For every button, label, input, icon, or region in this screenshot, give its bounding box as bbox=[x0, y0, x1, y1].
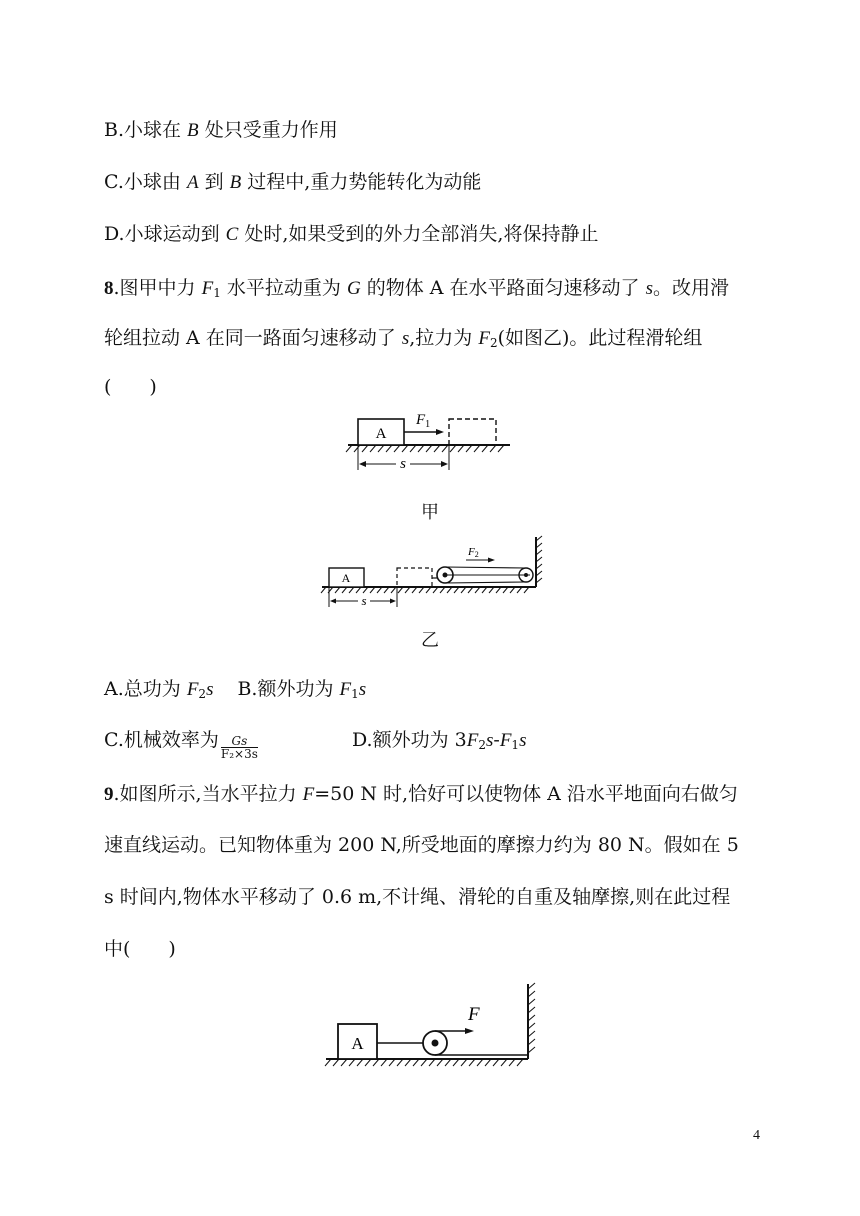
q8-figure-jia bbox=[340, 408, 520, 478]
q7-option-c-var-b: B bbox=[229, 172, 242, 193]
q8-yi-distance-label: s bbox=[361, 593, 367, 608]
q8-option-a: A.总功为 bbox=[104, 678, 187, 700]
q9-arrow-icon bbox=[465, 1028, 474, 1034]
q9-var-f: F bbox=[302, 784, 315, 805]
q7-option-c-text: C.小球由 bbox=[104, 171, 187, 193]
q8-figure-jia-caption: 甲 bbox=[421, 502, 439, 523]
q9-stem-line2: 速直线运动。已知物体重为 200 N,所受地面的摩擦力约为 80 N。假如在 5 bbox=[104, 834, 739, 856]
q8-var-s: s bbox=[645, 278, 653, 299]
q8-answer-blank: ( ) bbox=[104, 376, 157, 398]
q8-var-s: s bbox=[206, 679, 214, 700]
q8-jia-dashed-box bbox=[449, 419, 496, 445]
q7-option-d bbox=[104, 225, 598, 244]
q7-option-d-text2: 处时,如果受到的外力全部消失,将保持静止 bbox=[238, 223, 599, 245]
q8-jia-box-label: A bbox=[375, 426, 387, 442]
q9-text: =50 N 时,恰好可以使物体 A 沿水平地面向右做匀 bbox=[314, 783, 738, 805]
q7-option-c-var-a: A bbox=[186, 172, 199, 193]
q8-yi-force-label: F2 bbox=[468, 546, 479, 559]
q8-text: 。改用滑 bbox=[652, 277, 729, 299]
q9-number: 9 bbox=[104, 784, 114, 805]
q7-option-b bbox=[104, 121, 338, 140]
q8-yi-arrow-icon bbox=[488, 558, 495, 563]
q8-text: 的物体 A 在水平路面匀速移动了 bbox=[360, 277, 646, 299]
q9-figure bbox=[322, 982, 542, 1072]
q9-box-label: A bbox=[351, 1034, 364, 1053]
q8-sub: 2 bbox=[489, 336, 498, 350]
q7-option-b-text2: 处只受重力作用 bbox=[198, 119, 338, 141]
q8-minus: - bbox=[493, 729, 500, 751]
q8-var-f: F bbox=[478, 328, 490, 349]
q8-frac-den: F₂×3s bbox=[220, 747, 258, 761]
q8-var-g: G bbox=[346, 278, 361, 299]
q8-jia-arrow-icon bbox=[436, 429, 444, 435]
q8-var-f: F bbox=[186, 679, 199, 700]
q9-stem-line1 bbox=[104, 785, 738, 804]
q8-text: 轮组拉动 A 在同一路面匀速移动了 bbox=[104, 327, 402, 349]
q8-options-ab bbox=[104, 680, 366, 700]
q8-var-f: F bbox=[339, 679, 352, 700]
q8-text: ,拉力为 bbox=[409, 327, 479, 349]
q8-figure-yi-caption: 乙 bbox=[421, 630, 439, 651]
page-number: 4 bbox=[753, 1128, 760, 1143]
q8-option-c-fraction bbox=[221, 735, 258, 760]
q8-stem-line2 bbox=[104, 329, 702, 349]
q8-var-s: s bbox=[358, 679, 367, 700]
q8-sub: 2 bbox=[198, 687, 207, 701]
q7-option-b-var: B bbox=[187, 120, 199, 141]
q8-var-s: s bbox=[485, 730, 494, 751]
q7-option-c-text3: 过程中,重力势能转化为动能 bbox=[241, 171, 482, 193]
q8-sub: 1 bbox=[213, 286, 221, 300]
q8-jia-distance-label: s bbox=[400, 456, 406, 472]
q8-option-c bbox=[104, 731, 258, 760]
q8-text: .图甲中力 bbox=[113, 277, 202, 299]
q7-option-c-text2: 到 bbox=[198, 171, 230, 193]
q7-option-d-text: D.小球运动到 bbox=[104, 223, 226, 245]
q8-figure-yi bbox=[318, 535, 546, 610]
q8-option-c-text: C.机械效率为 bbox=[104, 729, 219, 751]
q8-text: (如图乙)。此过程滑轮组 bbox=[497, 327, 703, 349]
q8-sub: 1 bbox=[351, 687, 359, 701]
q8-frac-num: Gs bbox=[221, 735, 258, 748]
q8-var-s: s bbox=[519, 730, 527, 751]
q8-option-d bbox=[352, 731, 526, 751]
q9-stem-line3: s 时间内,物体水平移动了 0.6 m,不计绳、滑轮的自重及轴摩擦,则在此过程 bbox=[104, 886, 731, 908]
q9-text: .如图所示,当水平拉力 bbox=[113, 783, 303, 805]
q9-force-label: F bbox=[468, 1004, 480, 1025]
q8-option-d-text: D.额外功为 3 bbox=[352, 729, 467, 751]
q8-jia-force-label: $F_1$ bbox=[416, 412, 431, 430]
q7-option-c bbox=[104, 173, 481, 192]
q8-sub: 1 bbox=[511, 738, 520, 752]
q8-text: 水平拉动重为 bbox=[220, 277, 347, 299]
q8-yi-box-label: A bbox=[341, 571, 351, 585]
q8-yi-dashed-box bbox=[397, 568, 432, 587]
q8-var-f: F bbox=[201, 278, 214, 299]
q8-sub: 2 bbox=[478, 738, 486, 752]
q8-number: 8 bbox=[104, 278, 114, 299]
q7-option-b-text: B.小球在 bbox=[104, 119, 188, 141]
q7-option-d-var: C bbox=[225, 224, 239, 245]
q8-var-f: F bbox=[466, 730, 479, 751]
q9-stem-line4: 中( ) bbox=[104, 938, 176, 960]
q8-var-s: s bbox=[401, 328, 410, 349]
q8-option-b: B.额外功为 bbox=[237, 678, 340, 700]
q8-stem-line1 bbox=[104, 279, 729, 299]
q8-var-f: F bbox=[499, 730, 512, 751]
